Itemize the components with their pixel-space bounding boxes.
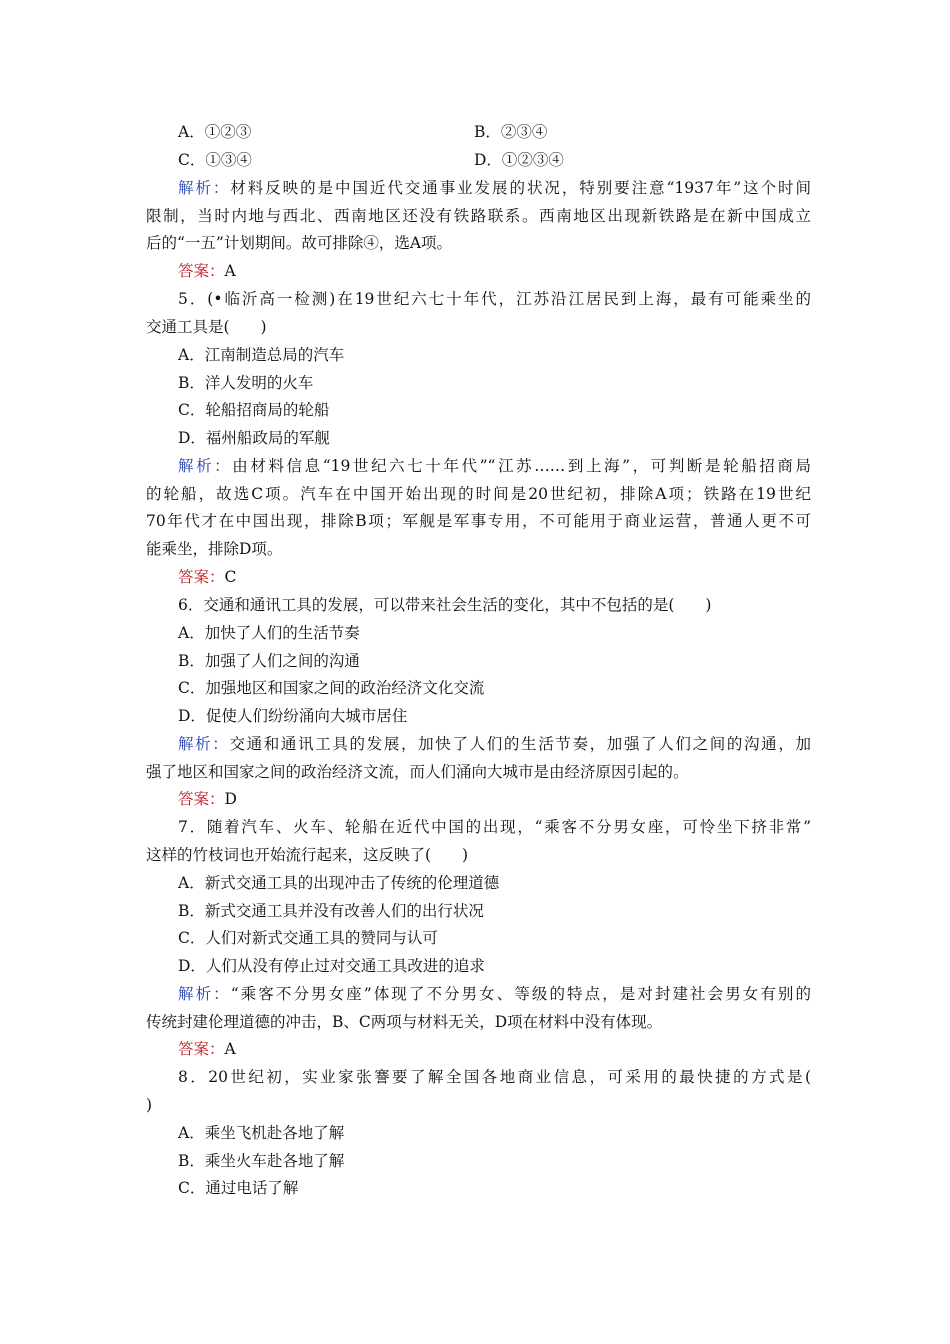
q8-option-b: B．乘坐火车赴各地了解 xyxy=(178,1152,345,1170)
q8-option-c: C．通过电话了解 xyxy=(178,1179,299,1197)
q7-answer xyxy=(178,1038,236,1060)
q5-option-a: A．江南制造总局的汽车 xyxy=(178,346,345,364)
q6-option-c: C．加强地区和国家之间的政治经济文化交流 xyxy=(178,679,485,697)
q5-stem-line-2: 交通工具是( ) xyxy=(146,318,267,336)
q4-analysis-line-3: 后的“一五”计划期间。故可排除④，选A项。 xyxy=(146,234,453,252)
q8-option-a: A．乘坐飞机赴各地了解 xyxy=(178,1124,345,1142)
q5-answer-value: C xyxy=(224,568,237,586)
q7-answer-value: A xyxy=(224,1040,236,1058)
q5-answer-label: 答案： xyxy=(178,568,225,586)
q4-analysis-line-1: 解析：材料反映的是中国近代交通事业发展的状况，特别要注意“1937年”这个时间 xyxy=(178,179,811,197)
q6-option-a: A．加快了人们的生活节奏 xyxy=(178,624,360,642)
q6-option-d: D．促使人们纷纷涌向大城市居住 xyxy=(178,707,408,725)
q4-option-c: C．①③④ xyxy=(178,151,252,169)
q5-stem-line-1: 5．(•临沂高一检测)在19世纪六七十年代，江苏沿江居民到上海，最有可能乘坐的 xyxy=(178,290,811,308)
q6-analysis-line-1: 解析：交通和通讯工具的发展，加快了人们的生活节奏，加强了人们之间的沟通，加 xyxy=(178,735,811,753)
q5-analysis-label: 解析： xyxy=(178,457,233,475)
q7-stem-line-2: 这样的竹枝词也开始流行起来，这反映了( ) xyxy=(146,846,469,864)
q7-stem-line-1: 7．随着汽车、火车、轮船在近代中国的出现，“乘客不分男女座，可怜坐下挤非常” xyxy=(178,818,811,836)
q4-analysis-line-2: 限制，当时内地与西北、西南地区还没有铁路联系。西南地区出现新铁路是在新中国成立 xyxy=(146,207,811,225)
q7-option-b: B．新式交通工具并没有改善人们的出行状况 xyxy=(178,902,484,920)
q8-stem-line-1: 8．20世纪初，实业家张謇要了解全国各地商业信息，可采用的最快捷的方式是( xyxy=(178,1068,811,1086)
q4-answer xyxy=(178,260,236,282)
q5-answer xyxy=(178,566,236,588)
q4-answer-label: 答案： xyxy=(178,262,225,280)
q7-analysis-label: 解析： xyxy=(178,985,231,1003)
q5-analysis-line-1: 解析：由材料信息“19世纪六七十年代”“江苏……到上海”，可判断是轮船招商局 xyxy=(178,457,811,475)
q5-option-b: B．洋人发明的火车 xyxy=(178,374,314,392)
q7-option-a: A．新式交通工具的出现冲击了传统的伦理道德 xyxy=(178,874,500,892)
q4-option-b: B．②③④ xyxy=(474,123,548,141)
q7-answer-label: 答案： xyxy=(178,1040,225,1058)
q6-answer xyxy=(178,788,237,810)
q7-analysis-line-2: 传统封建伦理道德的冲击，B、C两项与材料无关，D项在材料中没有体现。 xyxy=(146,1013,663,1031)
q5-analysis-line-2: 的轮船，故选C项。汽车在中国开始出现的时间是20世纪初，排除A项；铁路在19世纪 xyxy=(146,485,811,503)
q8-stem-line-2: ) xyxy=(146,1096,153,1114)
q7-option-d: D．人们从没有停止过对交通工具改进的追求 xyxy=(178,957,485,975)
q4-answer-value: A xyxy=(224,262,236,280)
q4-option-a: A．①②③ xyxy=(178,123,252,141)
q7-analysis-line-1: 解析：“乘客不分男女座”体现了不分男女、等级的特点，是对封建社会男女有别的 xyxy=(178,985,811,1003)
q5-option-d: D．福州船政局的军舰 xyxy=(178,429,330,447)
q6-analysis-line-2: 强了地区和国家之间的政治经济文流，而人们涌向大城市是由经济原因引起的。 xyxy=(146,763,689,781)
q6-analysis-label: 解析： xyxy=(178,735,230,753)
q6-answer-value: D xyxy=(224,790,237,808)
q5-analysis-line-3: 70年代才在中国出现，排除B项；军舰是军事专用，不可能用于商业运营，普通人更不可 xyxy=(146,512,811,530)
q6-stem-line-1: 6．交通和通讯工具的发展，可以带来社会生活的变化，其中不包括的是( ) xyxy=(178,596,712,614)
q5-option-c: C．轮船招商局的轮船 xyxy=(178,401,330,419)
q6-answer-label: 答案： xyxy=(178,790,225,808)
q4-analysis-label: 解析： xyxy=(178,179,231,197)
q6-option-b: B．加强了人们之间的沟通 xyxy=(178,652,360,670)
q4-option-d: D．①②③④ xyxy=(474,151,564,169)
q7-option-c: C．人们对新式交通工具的赞同与认可 xyxy=(178,929,438,947)
q5-analysis-line-4: 能乘坐，排除D项。 xyxy=(146,540,283,558)
